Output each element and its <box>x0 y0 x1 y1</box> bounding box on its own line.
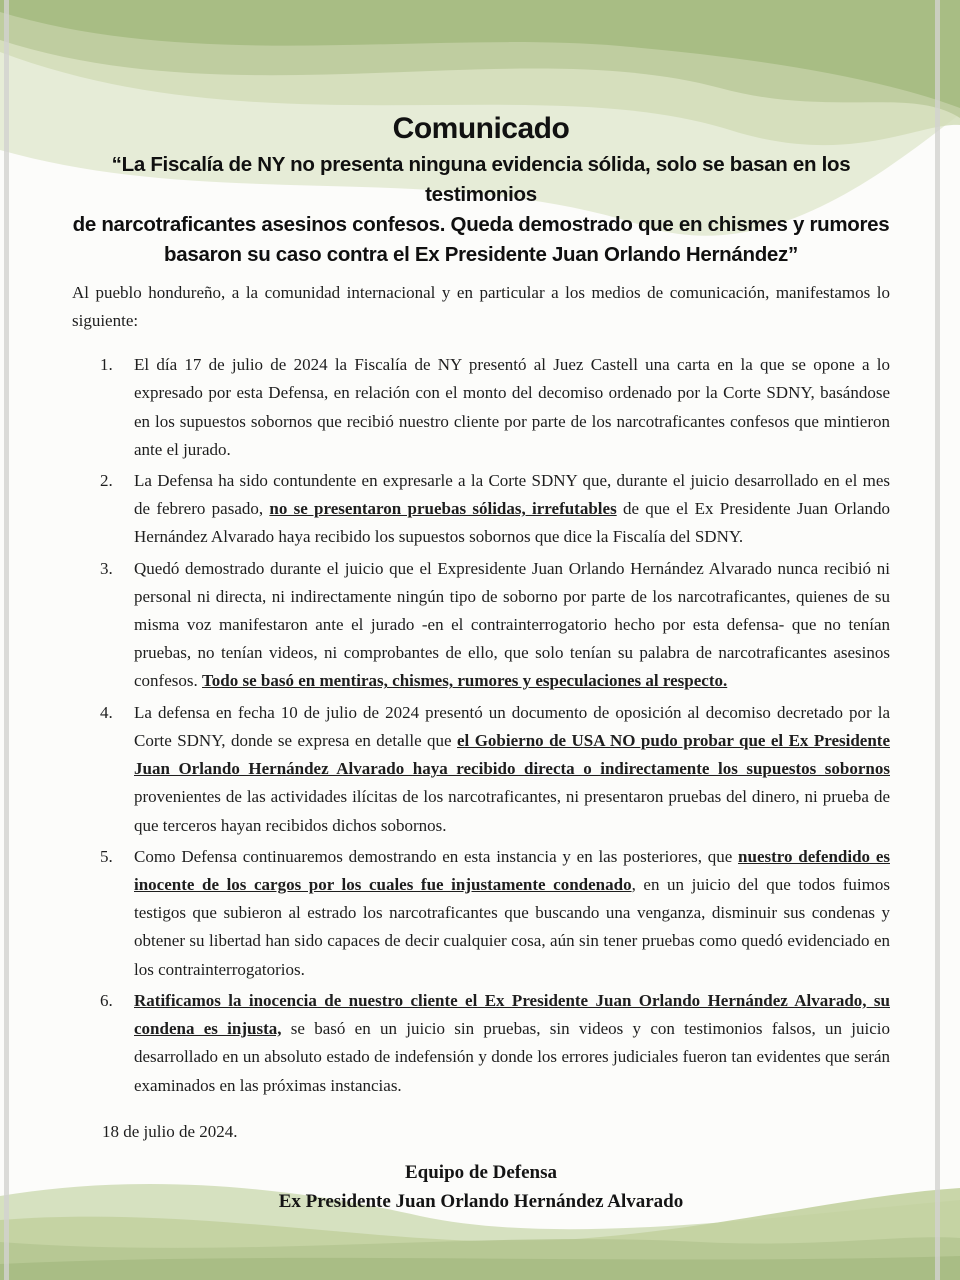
list-item <box>72 351 890 464</box>
item-text <box>134 703 890 835</box>
plain-text: , en un juicio del que todos fuimos testigos que subieron al estrado los narcotraficantes que buscando una venganza, disminuir sus condenas y obtener su libertad han sido capaces de decir cualquier cosa, aún sin tener pruebas como quedó evidenciado en los contrainterrogatorios. <box>134 875 890 979</box>
emphasized-text: no se presentaron pruebas sólidas, irrefutables <box>269 499 617 519</box>
list-item <box>72 467 890 552</box>
emphasized-text: el Gobierno de USA NO pudo probar que el Ex Presidente Juan Orlando Hernández Alvarado haya recibido directa o indirectamente los supuestos sobornos <box>134 730 890 779</box>
item-text <box>134 991 890 1095</box>
item-number: 3. <box>100 558 113 578</box>
item-text <box>134 559 890 691</box>
numbered-list <box>72 351 890 1100</box>
emphasized-text: nuestro defendido es inocente de los cargos por los cuales fue injustamente condenado <box>134 846 890 894</box>
bottom-hill-base <box>0 1256 960 1280</box>
emphasized-text: Ratificamos la inocencia de nuestro cliente el Ex Presidente Juan Orlando Hernández Alvarado, su condena es injusta, <box>134 990 890 1039</box>
item-number: 2. <box>100 470 113 490</box>
quote-line: de narcotraficantes asesinos confesos. Queda demostrado que en chismes y rumores <box>72 213 890 236</box>
list-item <box>72 555 890 696</box>
plain-text: Quedó demostrado durante el juicio que el Expresidente Juan Orlando Hernández Alvarado nunca recibió ni personal ni directa, ni indirectamente ningún tipo de soborno por parte de los narcotraficantes, quienes de su misma voz manifestaron ante el jurado -en el contrainterrogatorio hecho por esta defensa- que no tenían pruebas, no tenían videos, ni comprobantes de ello, que solo tenían su palabra de narcotraficantes asesinos confesos. <box>134 558 890 691</box>
headline-quote <box>72 150 890 270</box>
item-number: 5. <box>100 846 113 866</box>
item-number: 1. <box>100 355 113 375</box>
scan-edge-right <box>935 0 940 1280</box>
item-text <box>134 355 890 459</box>
signature-block <box>72 1158 890 1217</box>
quote-line: basaron su caso contra el Ex Presidente Juan Orlando Hernández” <box>164 243 798 266</box>
document-body <box>72 112 890 1217</box>
plain-text: La Defensa ha sido contundente en expresarle a la Corte SDNY que, durante el juicio desarrollado en el mes de febrero pasado, <box>134 470 890 519</box>
item-number: 6. <box>100 990 113 1010</box>
signature-line-team: Equipo de Defensa <box>404 1161 558 1183</box>
item-number: 4. <box>100 702 113 722</box>
plain-text: se basó en un juicio sin pruebas, sin videos y con testimonios falsos, un juicio desarrollado en un absoluto estado de indefensión y donde los errores judiciales fueron tan evidentes que serán examinados en las próximas instancias. <box>134 1019 891 1095</box>
quote-line: “La Fiscalía de NY no presenta ninguna evidencia sólida, solo se basan en los testimonios <box>111 153 851 206</box>
emphasized-text: Todo se basó en mentiras, chismes, rumores y especulaciones al respecto. <box>201 671 728 691</box>
plain-text: Como Defensa continuaremos demostrando en esta instancia y en las posteriores, que <box>134 846 739 866</box>
item-text <box>134 847 890 979</box>
intro-paragraph: Al pueblo hondureño, a la comunidad internacional y en particular a los medios de comunicación, manifestamos lo siguiente: <box>72 283 890 330</box>
document-date: 18 de julio de 2024. <box>102 1121 238 1141</box>
list-item <box>72 699 890 840</box>
scan-edge-left <box>4 0 9 1280</box>
signature-line-name: Ex Presidente Juan Orlando Hernández Alvarado <box>278 1191 684 1213</box>
plain-text: La defensa en fecha 10 de julio de 2024 presentó un documento de oposición al decomiso decretado por la Corte SDNY, donde se expresa en detalle que <box>134 702 890 750</box>
document-title: Comunicado <box>392 112 570 145</box>
list-item <box>72 843 890 984</box>
plain-text: El día 17 de julio de 2024 la Fiscalía de NY presentó al Juez Castell una carta en la que se opone a lo expresado por esta Defensa, en relación con el monto del decomiso ordenado por la Corte SDNY, basándose en los supuestos sobornos que recibió nuestro cliente por parte de los narcotraficantes confesos que mintieron ante el jurado. <box>134 355 890 459</box>
plain-text: provenientes de las actividades ilícitas de los narcotraficantes, ni presentaron pruebas del dinero, ni prueba de que terceros hayan recibidos dichos sobornos. <box>134 787 890 835</box>
item-text <box>134 471 890 546</box>
list-item <box>72 987 890 1100</box>
plain-text: de que el Ex Presidente Juan Orlando Hernández Alvarado haya recibido los supuestos sobornos que dice la Fiscalía del SDNY. <box>134 499 890 547</box>
